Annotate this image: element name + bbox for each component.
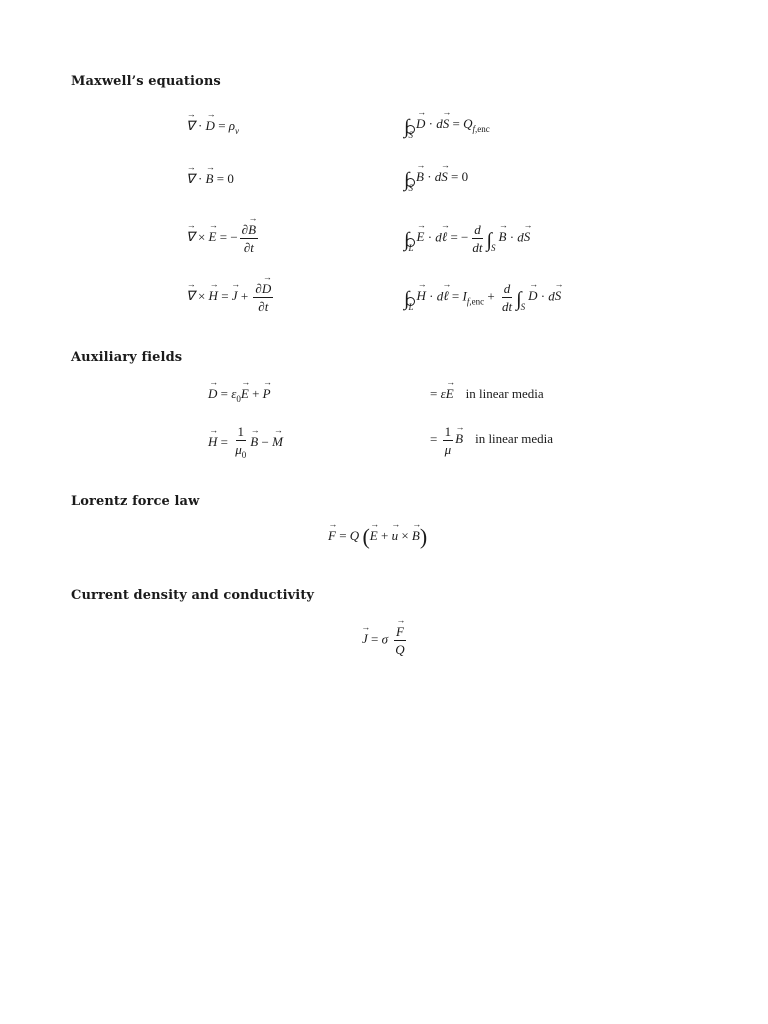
equation-current-density: → J = σ → $\frac{F}{Q}$ bbox=[362, 624, 409, 657]
equation-h-field-linear: = $\frac{1}{\mu}$ → B in linear media bbox=[430, 424, 553, 457]
equation-ampere-maxwell-integral: $\int_L\to H \cdot d\to$ ℓ = $I_{f,enc}$ + $\frac{d}{dt}$ $\int_S\to D \cdot d\to S$ bbox=[404, 281, 561, 315]
linear-media-note: in linear media bbox=[475, 431, 554, 447]
equation-displacement-linear: = ε→ E in linear media bbox=[430, 386, 544, 402]
heading-current-density: Current density and conductivity bbox=[71, 588, 315, 603]
equation-displacement-field: → $D = \varepsilon_0\to E$ + → P bbox=[208, 386, 271, 407]
equation-lorentz-force: → F = Q (→ E + → u × → B) bbox=[328, 528, 427, 545]
equation-gauss-law-differential: → ∇ · → $D = \rho_v$ bbox=[186, 118, 239, 139]
equation-gauss-law-integral: $\int_S\to D \cdot d\to S = Q_{f,enc}$ bbox=[404, 116, 490, 143]
equation-ampere-maxwell-differential: → ∇ × → H = → J + $\frac{\partial\to D}{\partial t}$ bbox=[186, 281, 275, 314]
equation-no-monopoles-integral: $\int_S\to B \cdot d\to S = 0$ bbox=[404, 169, 468, 196]
heading-lorentz-force-law: Lorentz force law bbox=[71, 494, 200, 509]
equation-h-field: → H = $\frac{1}{\mu_0}$ → B − → M bbox=[208, 424, 283, 463]
equation-faraday-differential: → ∇ × → E = − $\frac{\partial\to B}{\partial t}$ bbox=[186, 222, 260, 255]
equation-faraday-integral: $\int_L\to E \cdot d\to$ ℓ = − $\frac{d}{dt}$ $\int_S\to B \cdot d\to S$ bbox=[404, 222, 530, 256]
equation-no-monopoles-differential: → ∇ · → B = 0 bbox=[186, 171, 234, 187]
heading-auxiliary-fields: Auxiliary fields bbox=[71, 350, 183, 365]
heading-maxwells-equations: Maxwell’s equations bbox=[71, 74, 221, 89]
linear-media-note: in linear media bbox=[465, 386, 544, 401]
